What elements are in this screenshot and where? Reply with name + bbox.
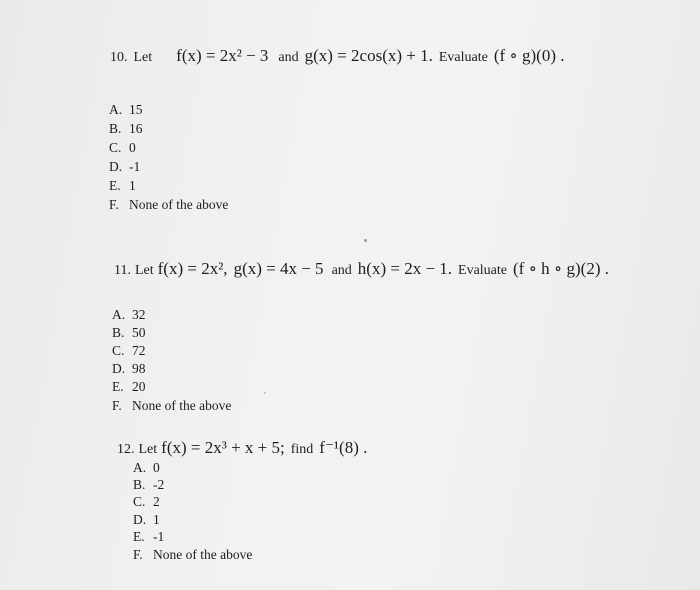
- option-letter: C.: [112, 343, 125, 358]
- option-text: None of the above: [132, 398, 232, 413]
- instruction: Evaluate: [438, 50, 488, 65]
- option-text: 1: [129, 178, 136, 193]
- option-c[interactable]: [109, 139, 136, 157]
- option-text: 98: [132, 361, 146, 376]
- option-text: 15: [129, 102, 143, 117]
- option-letter: A.: [112, 307, 126, 322]
- question-number: 12.: [117, 442, 135, 457]
- instruction: find: [290, 442, 314, 457]
- option-text: 72: [132, 343, 146, 358]
- question-number: 10.: [110, 50, 128, 65]
- composition-target: (f ∘ g)(0) .: [493, 46, 565, 65]
- option-text: 50: [132, 325, 146, 340]
- question-number: 11.: [114, 263, 131, 278]
- option-text: 20: [132, 379, 146, 394]
- question-12: [117, 438, 367, 458]
- f-definition: f(x) = 2x² − 3: [176, 46, 269, 65]
- option-letter: C.: [109, 140, 122, 155]
- option-a[interactable]: [112, 306, 146, 324]
- option-letter: A.: [109, 102, 123, 117]
- option-letter: D.: [133, 512, 147, 527]
- option-text: 32: [132, 307, 146, 322]
- option-letter: D.: [109, 159, 123, 174]
- option-b[interactable]: [109, 120, 143, 138]
- question-11-stem: [114, 259, 609, 279]
- option-letter: E.: [112, 379, 124, 394]
- option-e[interactable]: [109, 177, 136, 195]
- option-letter: B.: [133, 477, 146, 492]
- option-f[interactable]: [112, 397, 231, 415]
- h-definition: h(x) = 2x − 1.: [357, 259, 453, 278]
- option-text: 0: [129, 140, 136, 155]
- option-letter: B.: [109, 121, 122, 136]
- option-b[interactable]: [112, 324, 146, 342]
- question-12-stem: [117, 438, 367, 458]
- option-text: 1: [153, 512, 160, 527]
- option-text: None of the above: [153, 547, 253, 562]
- option-letter: D.: [112, 361, 126, 376]
- option-letter: F.: [133, 547, 143, 562]
- question-intro: Let: [133, 50, 153, 65]
- option-a[interactable]: [133, 459, 160, 477]
- option-a[interactable]: [109, 101, 143, 119]
- option-letter: B.: [112, 325, 125, 340]
- option-f[interactable]: [133, 546, 252, 564]
- option-letter: E.: [109, 178, 121, 193]
- f-definition: f(x) = 2x²,: [157, 259, 228, 278]
- option-f[interactable]: [109, 196, 228, 214]
- option-text: -1: [129, 159, 141, 174]
- option-e[interactable]: [133, 528, 164, 546]
- paper-speck: [364, 239, 367, 242]
- option-letter: F.: [109, 197, 119, 212]
- option-d[interactable]: [112, 360, 146, 378]
- option-text: -1: [153, 529, 165, 544]
- option-text: 2: [153, 494, 160, 509]
- option-text: 16: [129, 121, 143, 136]
- paper-speck: [264, 392, 266, 394]
- question-intro: Let: [138, 442, 158, 457]
- g-definition: g(x) = 2cos(x) + 1.: [304, 46, 433, 65]
- inverse-target: f⁻¹(8) .: [319, 438, 368, 457]
- question-10-stem: [110, 46, 565, 66]
- option-text: 0: [153, 460, 160, 475]
- composition-target: (f ∘ h ∘ g)(2) .: [513, 259, 609, 278]
- option-text: -2: [153, 477, 165, 492]
- option-letter: F.: [112, 398, 122, 413]
- question-11: [114, 259, 609, 279]
- question-10: [110, 46, 565, 66]
- option-d[interactable]: [133, 511, 160, 529]
- g-definition: g(x) = 4x − 5: [233, 259, 324, 278]
- option-d[interactable]: [109, 158, 140, 176]
- option-letter: A.: [133, 460, 147, 475]
- conjunction: and: [278, 50, 299, 65]
- instruction: Evaluate: [458, 263, 508, 278]
- option-letter: E.: [133, 529, 145, 544]
- option-b[interactable]: [133, 476, 164, 494]
- f-definition: f(x) = 2x³ + x + 5;: [161, 438, 285, 457]
- question-intro: Let: [134, 263, 154, 278]
- option-c[interactable]: [112, 342, 146, 360]
- conjunction: and: [331, 263, 352, 278]
- option-text: None of the above: [129, 197, 229, 212]
- option-e[interactable]: [112, 378, 146, 396]
- option-c[interactable]: [133, 493, 160, 511]
- option-letter: C.: [133, 494, 146, 509]
